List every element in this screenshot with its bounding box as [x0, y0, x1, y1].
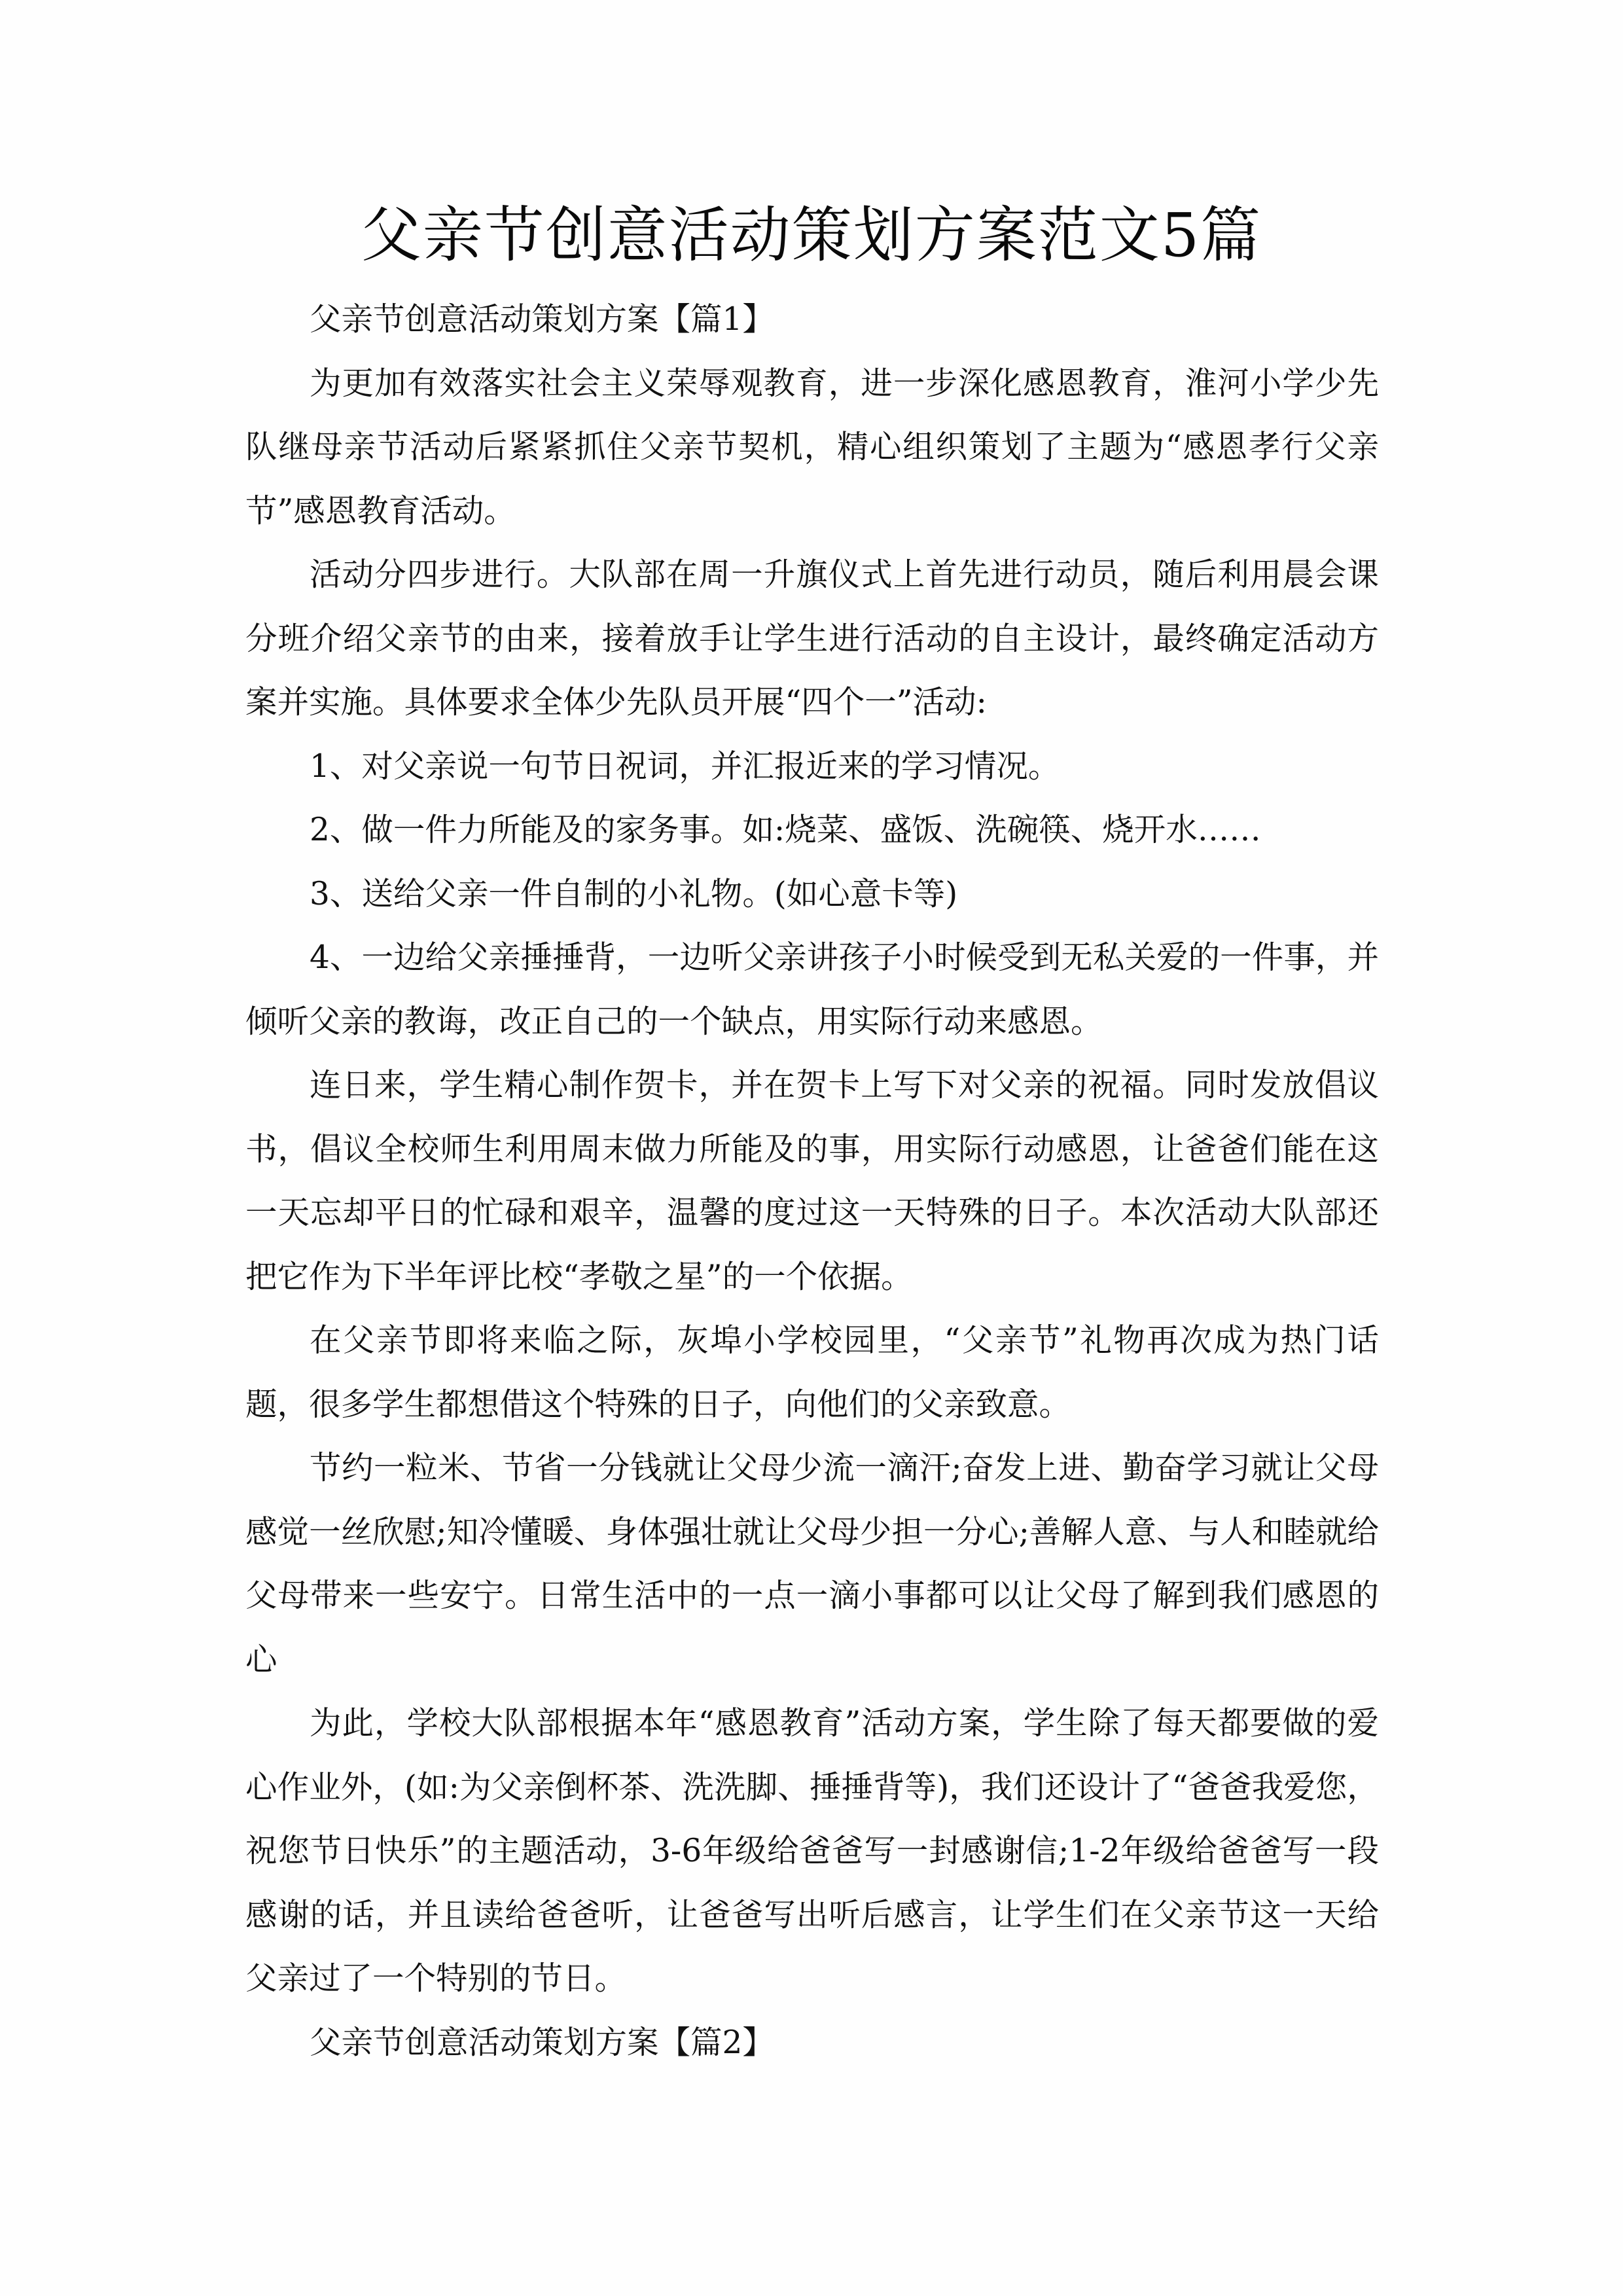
paragraph-brigade-plan: 为此，学校大队部根据本年“感恩教育”活动方案，学生除了每天都要做的爱心作业外，(如:为父亲倒杯茶、洗洗脚、捶捶背等)，我们还设计了“爸爸我爱您，祝您节日快乐”的主题活动，3-6年级给爸爸写一封感谢信;1-2年级给爸爸写一段感谢的话，并且读给爸爸听，让爸爸写出听后感言，让学生们在父亲节这一天给父亲过了一个特别的节日。	[245, 1705, 1379, 1997]
paragraph-huibu-school: 在父亲节即将来临之际，灰埠小学校园里，“父亲节”礼物再次成为热门话题，很多学生都想借这个特殊的日子，向他们的父亲致意。	[245, 1322, 1379, 1423]
list-item-1: 1、对父亲说一句节日祝词，并汇报近来的学习情况。	[310, 747, 1060, 785]
list-item-2: 2、做一件力所能及的家务事。如:烧菜、盛饭、洗碗筷、烧开水……	[310, 812, 1261, 848]
section-heading-1: 父亲节创意活动策划方案【篇1】	[310, 301, 774, 338]
document-body	[245, 288, 1379, 2075]
section-heading-2: 父亲节创意活动策划方案【篇2】	[310, 2024, 774, 2061]
paragraph-gratitude: 节约一粒米、节省一分钱就让父母少流一滴汗;奋发上进、勤奋学习就让父母感觉一丝欣慰;知冷懂暖、身体强壮就让父母少担一分心;善解人意、与人和睦就给父母带来一些安宁。日常生活中的一点一滴小事都可以让父母了解到我们感恩的心	[245, 1450, 1379, 1678]
paragraph-intro: 为更加有效落实社会主义荣辱观教育，进一步深化感恩教育，淮河小学少先队继母亲节活动后紧紧抓住父亲节契机，精心组织策划了主题为“感恩孝行父亲节”感恩教育活动。	[245, 365, 1379, 529]
paragraph-four-steps: 活动分四步进行。大队部在周一升旗仪式上首先进行动员，随后利用晨会课分班介绍父亲节的由来，接着放手让学生进行活动的自主设计，最终确定活动方案并实施。具体要求全体少先队员开展“四个一”活动:	[245, 556, 1379, 721]
list-item-3: 3、送给父亲一件自制的小礼物。(如心意卡等)	[310, 875, 958, 912]
list-item-4: 4、一边给父亲捶捶背，一边听父亲讲孩子小时候受到无私关爱的一件事，并倾听父亲的教诲，改正自己的一个缺点，用实际行动来感恩。	[245, 939, 1379, 1040]
document-title: 父亲节创意活动策划方案范文5篇	[361, 200, 1262, 270]
paragraph-greeting-cards: 连日来，学生精心制作贺卡，并在贺卡上写下对父亲的祝福。同时发放倡议书，倡议全校师生利用周末做力所能及的事，用实际行动感恩，让爸爸们能在这一天忘却平日的忙碌和艰辛，温馨的度过这一天特殊的日子。本次活动大队部还把它作为下半年评比校“孝敬之星”的一个依据。	[245, 1067, 1379, 1295]
